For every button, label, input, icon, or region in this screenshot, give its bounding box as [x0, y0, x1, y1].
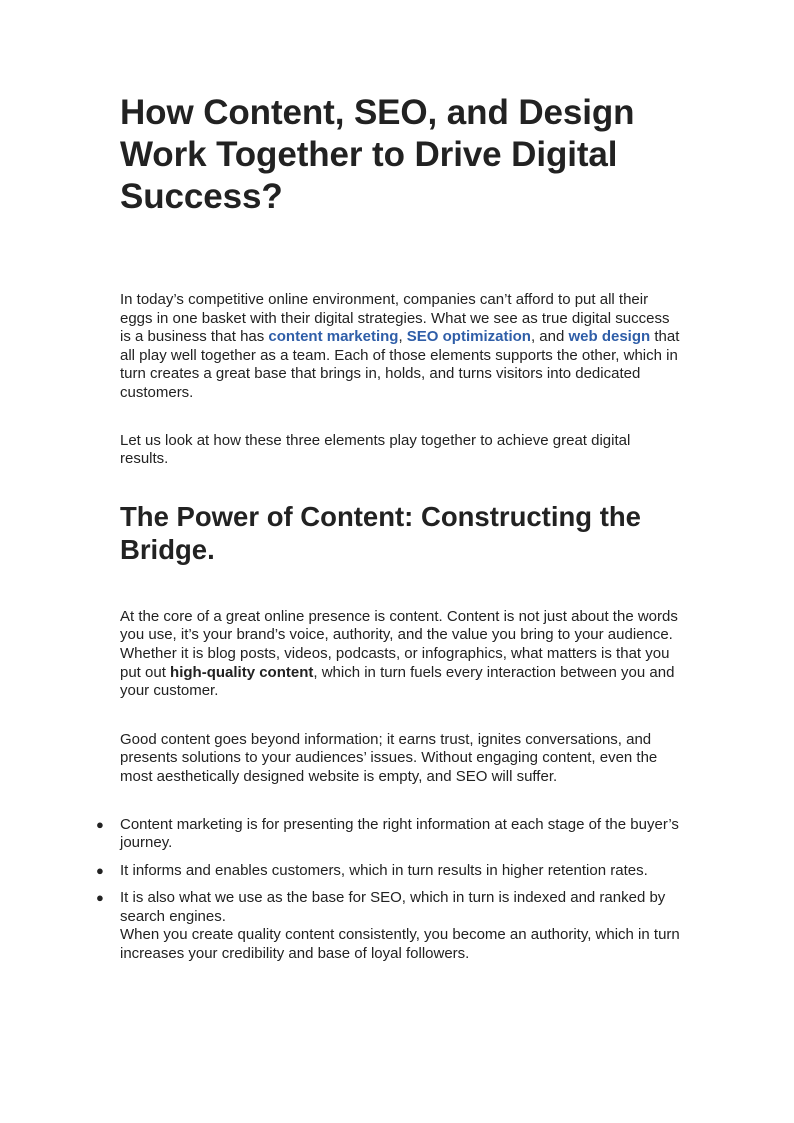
intro-separator-2: , and — [530, 328, 569, 346]
seo-optimization-link[interactable]: SEO optimization — [406, 328, 531, 346]
web-design-link[interactable]: web design — [568, 328, 651, 346]
high-quality-content-emphasis: high-quality content — [170, 663, 314, 681]
bullet-icon: ● — [96, 862, 104, 878]
intro-paragraph — [120, 291, 680, 403]
list-item — [96, 815, 680, 853]
intro-paragraph-2: Let us look at how these three elements play together to achieve great digital results. — [120, 431, 631, 468]
list-item-text: Content marketing is for presenting the right information at each stage of the buyer’s journey. — [120, 815, 679, 852]
intro-text-2: that all play well together as a team. Each of those elements supports the other, which in turn creates a great base that brings in, holds, and turns visitors into dedicated customers. — [120, 328, 680, 401]
section-paragraph-2: Good content goes beyond information; it earns trust, ignites conversations, and presents solutions to your audiences’ issues. Without engaging content, even the most aesthetically designed website is empty, and SEO will suffer. — [120, 730, 658, 785]
article — [96, 92, 680, 964]
section-paragraph-1-text-a: At the core of a great online presence is content. Content is not just about the words you use, it’s your brand’s voice, authority, and the value you bring to your audience. Whether it is blog posts, videos, podcasts, or infographics, what matters is that you put out — [120, 607, 678, 681]
section-paragraph-1 — [120, 608, 680, 701]
list-item-text: It informs and enables customers, which in turn results in higher retention rates. — [120, 861, 648, 879]
list-item-text: It is also what we use as the base for SEO, which in turn is indexed and ranked by search engines. — [120, 889, 666, 925]
intro-text-1: In today’s competitive online environment, companies can’t afford to put all their eggs in one basket with their digital strategies. What we see as true digital success is a business that has — [120, 291, 670, 346]
intro-separator-1: , — [398, 328, 407, 346]
page-title: How Content, SEO, and Design Work Together to Drive Digital Success? — [120, 93, 635, 216]
list-item — [96, 889, 680, 963]
list-item-continuation: When you create quality content consistently, you become an authority, which in turn increases your credibility and base of loyal followers. — [120, 926, 680, 963]
section-paragraph-1-text-b: , which in turn fuels every interaction between you and your customer. — [120, 663, 675, 700]
list-item — [96, 861, 680, 881]
bullet-list — [96, 815, 680, 964]
bullet-icon: ● — [96, 816, 104, 832]
content-marketing-link[interactable]: content marketing — [268, 328, 399, 346]
bullet-icon: ● — [96, 890, 104, 906]
section-heading: The Power of Content: Constructing the Bridge. — [120, 500, 641, 565]
